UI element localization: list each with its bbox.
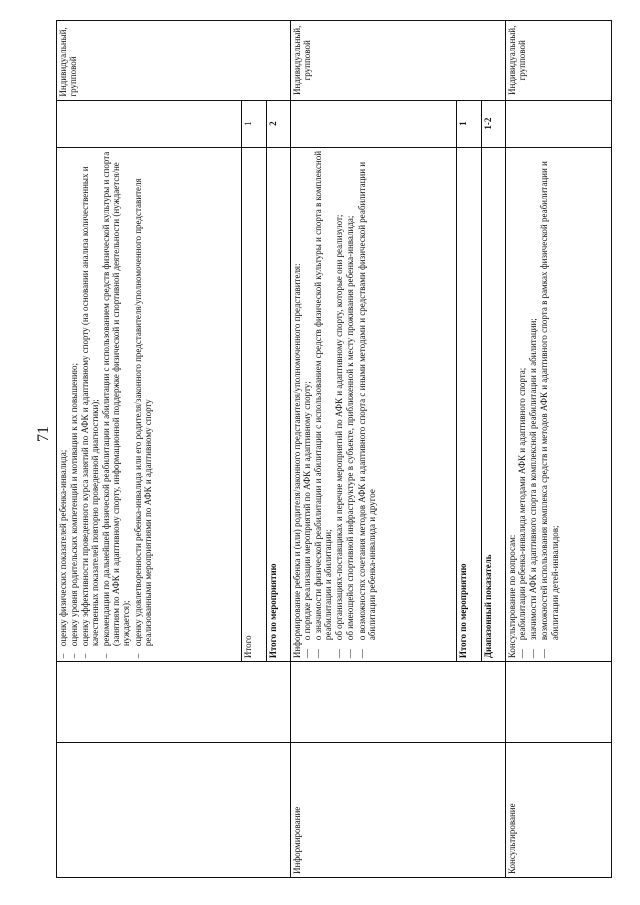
consulting-form-cell	[506, 21, 612, 101]
informing-form-cell	[291, 21, 506, 101]
table-row	[57, 21, 242, 878]
list-item: – оценку уровня родительских компетенций и мотивации к их повышению;	[69, 151, 79, 659]
list-item: — значимости АФК и адаптивного спорта в комплексной реабилитации и абилитации;	[528, 151, 538, 659]
list-item: – оценку удовлетворенности ребенка-инвалида или его родителя/законного представителя/уполномоченного представителя реализованными мероприятиями по АФК и адаптивному спорту	[133, 151, 153, 659]
list-item: — об организациях-поставщиках и перечне мероприятий по АФК и адаптивному спорту, которые они реализуют;	[334, 151, 344, 659]
form-cell	[57, 21, 291, 101]
list-item: — об имеющейся спортивной инфраструктуре в субъекте, приближенной к месту проживания ребенка-инвалида;	[345, 151, 355, 659]
informing-content	[291, 147, 457, 662]
empty-cell	[506, 662, 612, 743]
empty-cell	[291, 100, 457, 147]
event-total-label: Итого по мероприятию	[457, 147, 482, 662]
informing-title: Информирование	[291, 743, 506, 878]
form-text: Индивидуальный, групповой	[58, 27, 79, 97]
main-table	[56, 20, 612, 878]
top-items-cell	[57, 147, 242, 662]
total-label: Итого	[242, 147, 267, 662]
list-item: — о возможностях сочетания методов АФК и адаптивного спорта с иными методами и средствами физической реабилитации и абилитации ребенка-инвалида и другое	[357, 151, 377, 659]
event-total-value: 2	[266, 100, 291, 147]
empty-cell	[57, 662, 291, 743]
range-label: Диапазонный показатель	[481, 147, 506, 662]
empty-cell	[291, 662, 506, 743]
list-item: — реабилитации ребенка-инвалида методами АФК и адаптивного спорта;	[517, 151, 527, 659]
consulting-title: Консультирование	[506, 743, 612, 878]
total-value: 1	[242, 100, 267, 147]
empty-cell	[506, 100, 612, 147]
list-item: — возможностей использования комплекса средств и методов АФК и адаптивного спорта в рамках физической реабилитации и абилитации детей-инвалидов;	[539, 151, 559, 659]
event-total-value: 1	[457, 100, 482, 147]
empty-cell	[57, 100, 242, 147]
empty-cell	[57, 743, 291, 878]
form-text: Индивидуальный, групповой	[507, 25, 528, 95]
list-item: – оценку эффективности проведенного курса занятий по АФК и адаптивному спорту (на основании анализа количественных и качественных показателей повторно проведенной диагностики);	[80, 151, 100, 659]
range-value: 1-2	[481, 100, 506, 147]
list-item: – рекомендации по дальнейшей физической реабилитации и абилитации с использованием средств физической культуры и спорта (занятиям по АФК и адаптивному спорту, информационной поддержке физической и спортивной деятельности (нуждается/не нуждается);	[101, 151, 131, 659]
page-number: 71	[35, 426, 52, 442]
consulting-content	[506, 147, 612, 662]
list-item: — о порядке реализации мероприятий по АФК и адаптивному спорту;	[302, 151, 312, 659]
consulting-intro: Консультирование по вопросам:	[507, 534, 518, 659]
informing-intro: Информирование ребенка и (или) родителя/законного представителя/уполномоченного представителя:	[292, 263, 303, 659]
form-text: Индивидуальный, групповой	[292, 25, 313, 95]
list-item: — о значимости физической реабилитации и абилитации с использованием средств физической культуры и спорта в комплексной реабилитации и абилитации;	[313, 151, 333, 659]
rotated-table	[56, 20, 612, 878]
list-item: – оценку физических показателей ребенка-инвалида;	[58, 151, 68, 659]
event-total-label: Итого по мероприятию	[266, 147, 291, 662]
